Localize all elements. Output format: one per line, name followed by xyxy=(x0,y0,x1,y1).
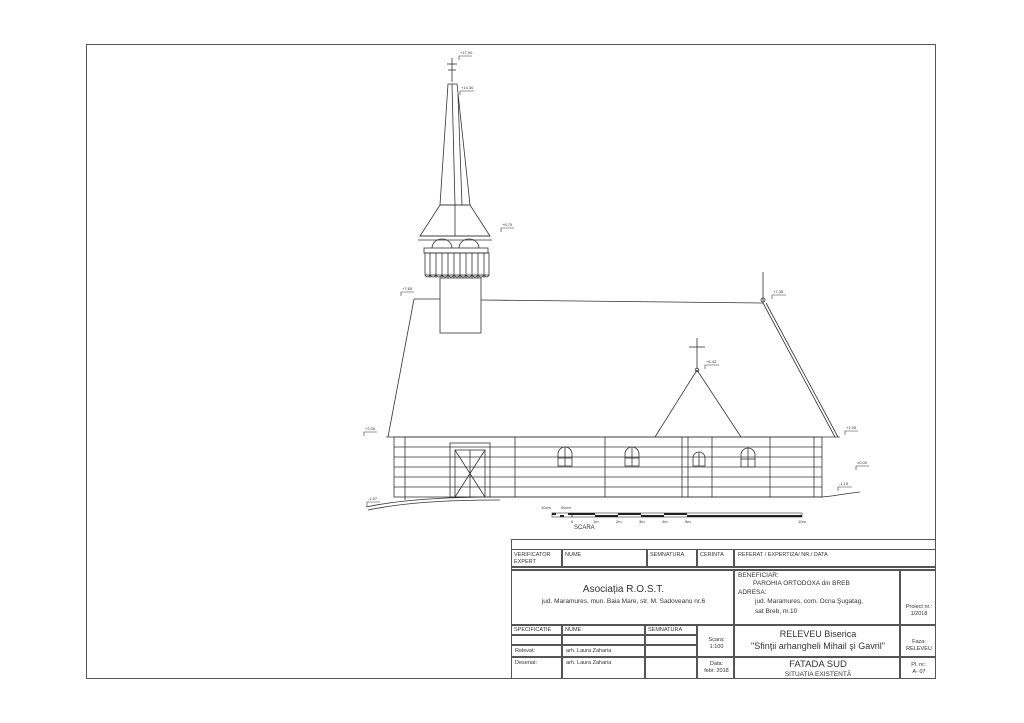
plansa-cell xyxy=(900,657,936,679)
semnatura2-cell xyxy=(645,625,697,635)
semnatura2-header: SEMNATURA xyxy=(648,627,683,633)
drawing-title: FATADA SUD xyxy=(789,659,847,670)
window-4 xyxy=(741,448,755,467)
scale-title: SCARA xyxy=(574,525,595,531)
semnatura-header-cell xyxy=(647,549,697,567)
level-label: -1,15 xyxy=(839,481,849,486)
faza-value: RELEVEU xyxy=(906,646,932,652)
adresa-line-1: jud. Maramures, com. Ocna Şugatag, xyxy=(755,598,864,605)
relevat-label-cell xyxy=(511,645,562,657)
empty-cell xyxy=(562,635,645,645)
empty-cell xyxy=(645,635,697,645)
relevat-sign-cell xyxy=(645,645,697,657)
firm-name: Asociația R.O.S.T. xyxy=(582,584,665,595)
scale-tick-label: 10m xyxy=(798,519,806,524)
tower-skirt xyxy=(425,253,489,278)
desenat-sign-cell xyxy=(645,657,697,679)
faza-label: Faza: xyxy=(912,639,926,645)
scale-tick-label: 2m xyxy=(616,519,622,524)
project-title-cell xyxy=(734,625,900,657)
relevat-name: arh. Laura Zaharia xyxy=(566,648,612,654)
adresa-label: ADRESA: xyxy=(738,589,767,596)
level-label: +7,65 xyxy=(402,286,413,291)
scale-tick-label: 0 xyxy=(571,519,574,524)
scale-tick-label: 4m xyxy=(662,519,668,524)
log-walls xyxy=(394,437,822,500)
scara-value: 1:100 xyxy=(709,644,724,650)
window-2 xyxy=(625,447,639,466)
scara-label: Scara: xyxy=(708,637,725,643)
spire-cross xyxy=(447,58,457,82)
nume2-cell xyxy=(562,625,645,635)
firm-address: jud. Maramures, mun. Baia Mare, str. M. Sadoveanu nr.6 xyxy=(541,598,706,605)
specificatie-cell xyxy=(511,625,562,635)
plansa-value: A- 07 xyxy=(912,669,926,675)
level-label: +6,43 xyxy=(706,359,717,364)
scale-bar-filled-segments xyxy=(552,513,802,517)
ground-line xyxy=(366,492,860,510)
tower-shaft xyxy=(440,278,481,333)
specificatie-header: SPECIFICATIE xyxy=(514,627,552,633)
faza-cell xyxy=(900,625,936,657)
verificator-header: VERIFICATOR EXPERT xyxy=(514,552,551,565)
data-cell xyxy=(697,657,734,679)
referat-header: REFERAT / EXPERTIZA/ NR./ DATA xyxy=(738,552,828,558)
entrance-door xyxy=(450,443,490,497)
level-label: +14,30 xyxy=(461,85,474,90)
desenat-label-cell xyxy=(511,657,562,679)
main-roof xyxy=(388,272,838,437)
beneficiar-cell xyxy=(734,570,900,625)
porch-roof xyxy=(655,338,741,437)
beneficiar-label: BENEFICIAR: xyxy=(738,572,779,579)
scale-tick-label: 5m xyxy=(685,519,691,524)
referat-header-cell xyxy=(734,549,936,567)
scale-small-label: 10cm xyxy=(541,505,551,510)
nume2-header: NUME xyxy=(565,627,582,633)
project-title-line-2: "Sfinţii arhangheli Mihail şi Gavril" xyxy=(751,641,885,651)
nume-header-cell xyxy=(562,549,647,567)
relevat-name-cell xyxy=(562,645,645,657)
proiect-cell xyxy=(900,570,936,625)
desenat-name-cell xyxy=(562,657,645,679)
nume-header: NUME xyxy=(565,552,582,558)
plansa-label: Pl. nr.: xyxy=(911,662,927,668)
scara-cell xyxy=(697,625,734,657)
cerinta-header: CERINTA xyxy=(700,552,724,558)
level-label: +7,35 xyxy=(773,289,784,294)
cerinta-header-cell xyxy=(697,549,734,567)
scale-small-label: 50cm xyxy=(561,505,571,510)
proiect-value: 1/2018 xyxy=(910,611,928,617)
data-value: febr. 2018 xyxy=(704,668,729,674)
level-label: +2,00 xyxy=(365,426,376,431)
scale-tick-label: 3m xyxy=(639,519,645,524)
desenat-label: Desenat: xyxy=(515,660,538,666)
level-label: +17,90 xyxy=(460,50,473,55)
adresa-line-2: sat Breb, nr.10 xyxy=(755,608,798,615)
empty-cell xyxy=(511,635,562,645)
relevat-label: Relevat: xyxy=(515,648,536,654)
firm-cell xyxy=(511,570,734,625)
level-label: +8,75 xyxy=(502,222,513,227)
level-label: -1,57 xyxy=(368,496,378,501)
level-label: +1,95 xyxy=(846,425,857,430)
scale-tick-label: 1m xyxy=(593,519,599,524)
window-1 xyxy=(558,447,572,466)
data-label: Data: xyxy=(709,661,724,667)
tower-spire xyxy=(418,84,492,253)
desenat-name: arh. Laura Zaharia xyxy=(566,660,612,666)
project-title-line-1: RELEVEU Biserica xyxy=(779,629,857,639)
title-block-top-strip xyxy=(511,539,936,549)
window-3 xyxy=(693,452,705,466)
verificator-cell xyxy=(511,549,562,567)
proiect-label: Proiect nr.: xyxy=(905,604,933,610)
level-label: ±0,00 xyxy=(857,460,867,465)
drawing-title-cell xyxy=(734,657,900,679)
semnatura-header: SEMNATURA xyxy=(650,552,685,558)
drawing-subtitle: SITUATIA EXISTENTĂ xyxy=(784,671,852,678)
beneficiar-value: PAROHIA ORTODOXA din BREB xyxy=(753,580,850,587)
